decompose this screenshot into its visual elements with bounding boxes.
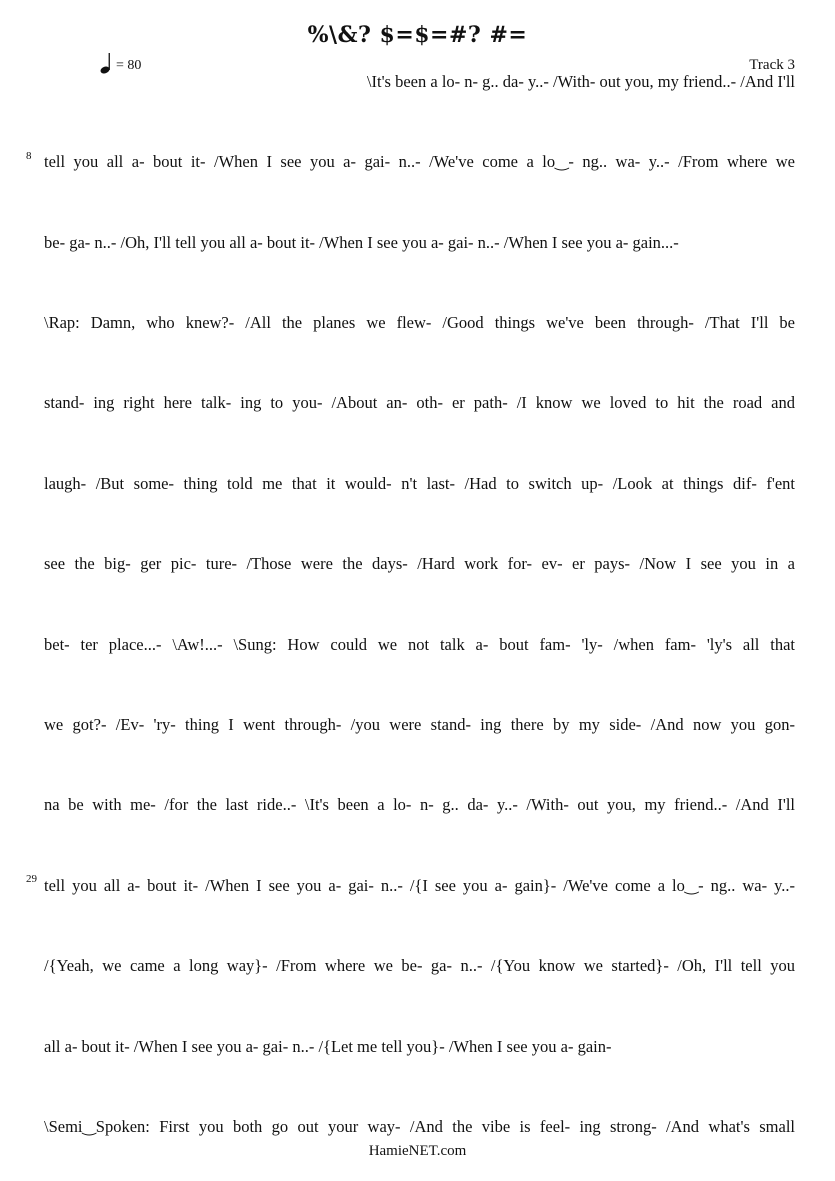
tempo-value: = 80 <box>116 58 142 73</box>
lyric-line: na be with me- /for the last ride..- \It's been a lo- n- g.. da- y..- /With- out you, my friend..- /And I'll <box>44 795 795 814</box>
lyric-line: \Rap: Damn, who knew?- /All the planes we flew- /Good things we've been through- /That I'll be <box>44 313 795 332</box>
lyric-line: \It's been a lo- n- g.. da- y..- /With- out you, my friend..- /And I'll <box>366 72 795 91</box>
lyric-line: laugh- /But some- thing told me that it would- n't last- /Had to switch up- /Look at things dif- f'ent <box>44 474 795 493</box>
lyric-line: we got?- /Ev- 'ry- thing I went through- /you were stand- ing there by my side- /And now you gon- <box>44 715 795 734</box>
measure-number: 29 <box>26 873 37 885</box>
lyric-line: all a- bout it- /When I see you a- gai- n..- /{Let me tell you}- /When I see you a- gain- <box>44 1037 612 1056</box>
lyric-line: \Semi‿Spoken: First you both go out your way- /And the vibe is feel- ing strong- /And what's small <box>44 1117 795 1136</box>
lyric-line: tell you all a- bout it- /When I see you a- gai- n..- /{I see you a- gain}- /We've come a lo‿- ng.. wa- y..- <box>44 876 795 895</box>
measure-number: 8 <box>26 150 32 162</box>
lyric-line: tell you all a- bout it- /When I see you a- gai- n..- /We've come a lo‿- ng.. wa- y..- /From where we <box>44 152 795 171</box>
lyric-line: stand- ing right here talk- ing to you- /About an- oth- er path- /I know we loved to hit the road and <box>44 393 795 412</box>
quarter-note-icon <box>100 52 114 74</box>
track-label: Track 3 <box>749 57 795 73</box>
tempo-marking <box>100 52 141 74</box>
lyric-line: be- ga- n..- /Oh, I'll tell you all a- bout it- /When I see you a- gai- n..- /When I see you a- gain...- <box>44 233 679 252</box>
footer-site-label: HamieNET.com <box>368 1143 467 1159</box>
lyric-line: /{Yeah, we came a long way}- /From where we be- ga- n..- /{You know we started}- /Oh, I'll tell you <box>44 956 795 975</box>
lyric-line: bet- ter place...- \Aw!...- \Sung: How could we not talk a- bout fam- 'ly- /when fam- 'ly's all that <box>44 635 795 654</box>
song-title: %\&? $=$=#? #= <box>307 22 528 48</box>
lyric-line: see the big- ger pic- ture- /Those were the days- /Hard work for- ev- er pays- /Now I see you in a <box>44 554 795 573</box>
